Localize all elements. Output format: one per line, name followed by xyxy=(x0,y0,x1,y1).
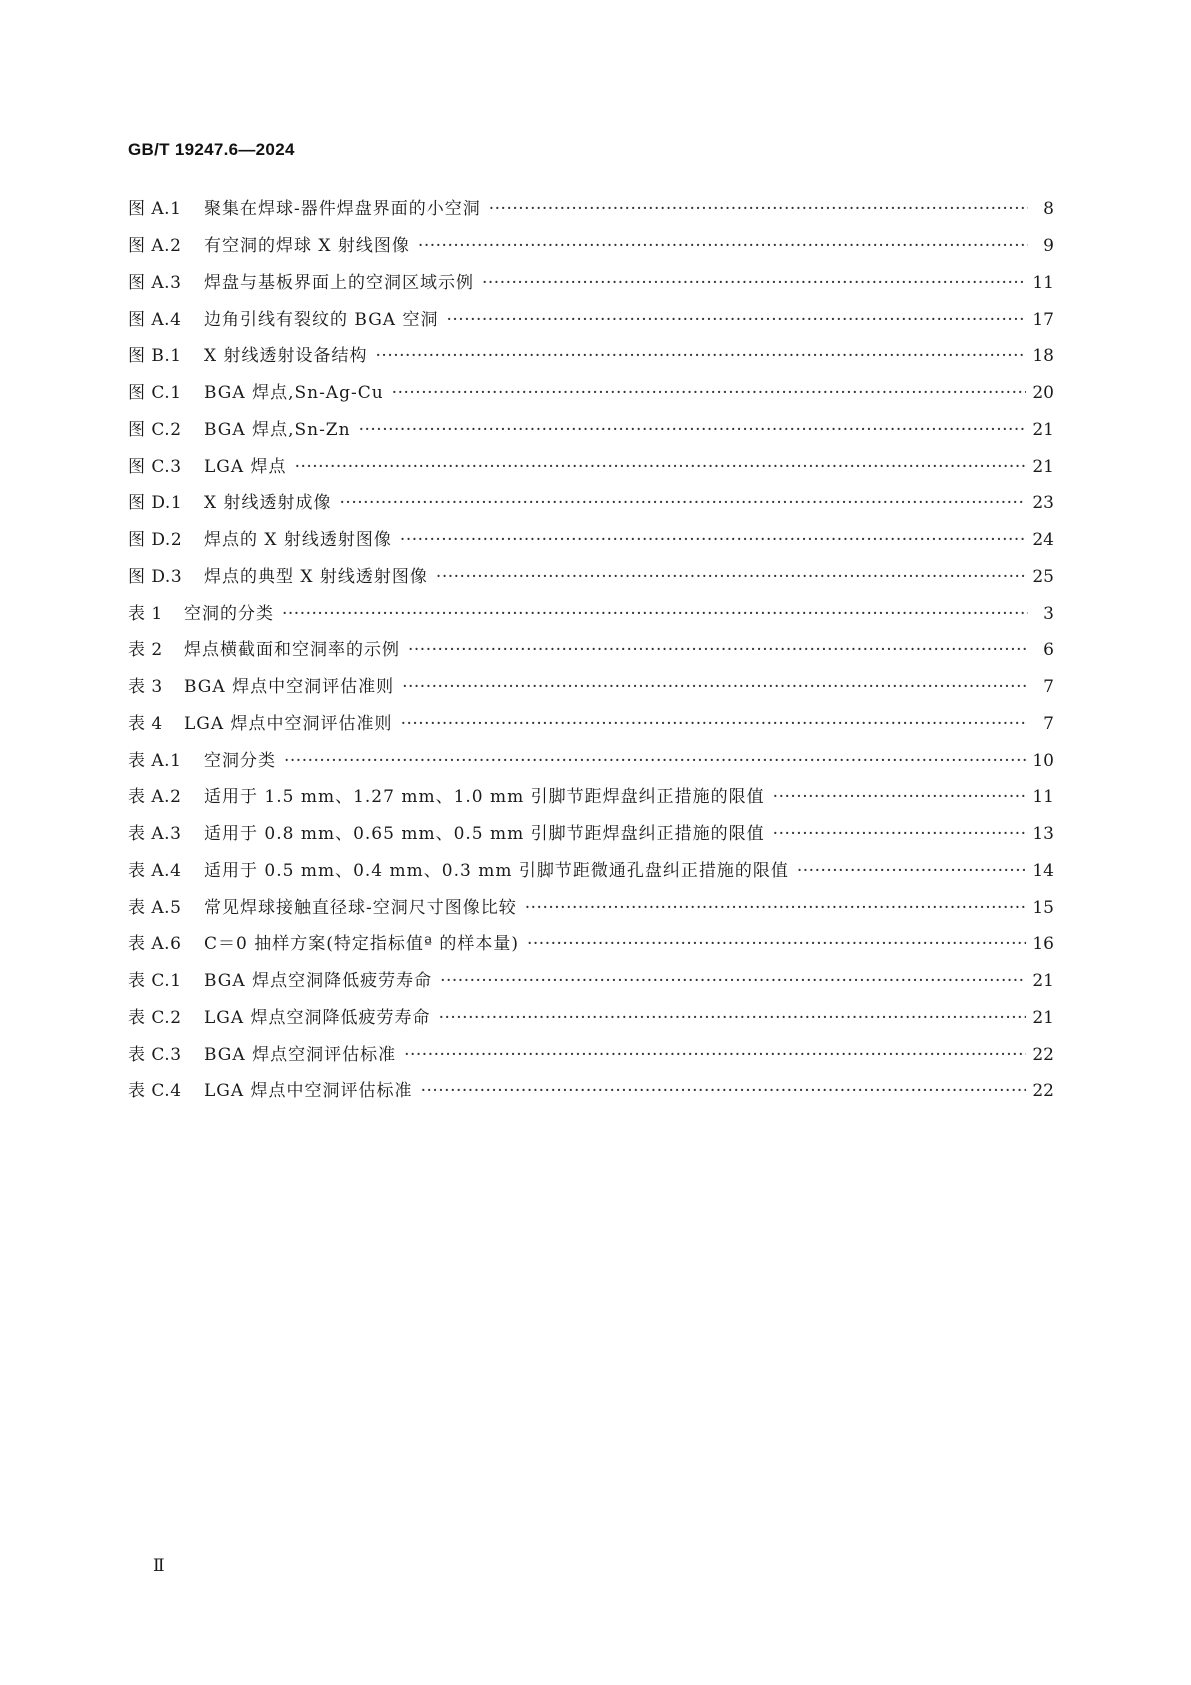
toc-leader-dots xyxy=(439,1008,1027,1028)
toc-entry-page: 8 xyxy=(1043,199,1054,220)
toc-entry-label: 图 A.1 xyxy=(128,199,182,220)
toc-leader-dots xyxy=(408,640,1028,660)
toc-entry-page: 21 xyxy=(1032,419,1054,440)
toc-entry-page: 21 xyxy=(1032,1007,1054,1028)
toc-entry-title: 焊点的典型 X 射线透射图像 xyxy=(204,566,428,587)
toc-entry-page: 21 xyxy=(1032,456,1054,477)
toc-leader-dots xyxy=(482,273,1026,293)
page-number: Ⅱ xyxy=(153,1556,165,1576)
toc-leader-dots xyxy=(797,861,1027,881)
toc-entry-title: 适用于 0.5 mm、0.4 mm、0.3 mm 引脚节距微通孔盘纠正措施的限值 xyxy=(204,860,789,881)
toc-leader-dots xyxy=(440,971,1026,991)
toc-entry[interactable] xyxy=(128,963,1054,1000)
toc-entry-page: 21 xyxy=(1032,971,1054,992)
toc-entry[interactable] xyxy=(128,522,1054,559)
toc-entry-title: 焊点横截面和空洞率的示例 xyxy=(184,640,400,661)
toc-entry-label: 表 A.5 xyxy=(128,897,182,918)
toc-entry-page: 15 xyxy=(1032,897,1054,918)
toc-entry-label: 图 C.3 xyxy=(128,456,182,477)
toc-entry[interactable] xyxy=(128,779,1054,816)
toc-entry-page: 11 xyxy=(1032,272,1054,293)
toc-entry[interactable] xyxy=(128,742,1054,779)
toc-entry-page: 13 xyxy=(1032,824,1054,845)
toc-entry-title: 常见焊球接触直径球-空洞尺寸图像比较 xyxy=(204,897,517,918)
toc-entry-label: 表 C.3 xyxy=(128,1044,182,1065)
toc-leader-dots xyxy=(402,677,1028,697)
toc-entry-title: 焊点的 X 射线透射图像 xyxy=(204,530,392,551)
toc-entry-page: 24 xyxy=(1032,530,1054,551)
toc-entry-title: X 射线透射设备结构 xyxy=(204,346,368,367)
toc-entry-label: 表 2 xyxy=(128,640,163,661)
toc-leader-dots xyxy=(489,199,1028,219)
toc-leader-dots xyxy=(436,567,1026,587)
toc-entry[interactable] xyxy=(128,632,1054,669)
toc-entry-page: 16 xyxy=(1032,934,1054,955)
toc-entry-page: 14 xyxy=(1032,860,1054,881)
toc-leader-dots xyxy=(773,787,1027,807)
toc-entry-page: 9 xyxy=(1043,236,1054,257)
toc-entry[interactable] xyxy=(128,559,1054,596)
toc-entry-page: 7 xyxy=(1043,713,1054,734)
toc-entry-label: 图 D.1 xyxy=(128,493,183,514)
toc-entry[interactable] xyxy=(128,669,1054,706)
toc-entry-label: 表 1 xyxy=(128,603,163,624)
toc-entry[interactable] xyxy=(128,706,1054,743)
toc-leader-dots xyxy=(400,530,1026,550)
toc-entry-page: 22 xyxy=(1032,1081,1054,1102)
toc-entry-title: LGA 焊点空洞降低疲劳寿命 xyxy=(204,1007,431,1028)
toc-entry-title: LGA 焊点中空洞评估标准 xyxy=(204,1081,413,1102)
toc-entry-page: 22 xyxy=(1032,1044,1054,1065)
toc-entry-page: 7 xyxy=(1043,677,1054,698)
toc-entry-label: 表 C.1 xyxy=(128,971,182,992)
toc-entry[interactable] xyxy=(128,1073,1054,1110)
toc-entry[interactable] xyxy=(128,485,1054,522)
toc-entry-label: 表 A.1 xyxy=(128,750,182,771)
toc-entry-title: BGA 焊点空洞降低疲劳寿命 xyxy=(204,971,433,992)
toc-entry-title: 空洞分类 xyxy=(204,750,276,771)
toc-leader-dots xyxy=(282,604,1028,624)
toc-entry[interactable] xyxy=(128,1036,1054,1073)
toc-entry-label: 图 A.2 xyxy=(128,236,182,257)
toc-entry[interactable] xyxy=(128,595,1054,632)
toc-leader-dots xyxy=(773,824,1027,844)
toc-entry-page: 25 xyxy=(1032,566,1054,587)
toc-entry-title: LGA 焊点中空洞评估准则 xyxy=(184,713,393,734)
toc-leader-dots xyxy=(527,934,1026,954)
toc-leader-dots xyxy=(376,346,1027,366)
toc-entry-title: 空洞的分类 xyxy=(184,603,274,624)
toc-entry-title: 聚集在焊球-器件焊盘界面的小空洞 xyxy=(204,199,481,220)
toc-entry[interactable] xyxy=(128,889,1054,926)
toc-entry-label: 表 A.2 xyxy=(128,787,182,808)
toc-entry-label: 表 A.4 xyxy=(128,860,182,881)
toc-entry-label: 图 C.2 xyxy=(128,419,182,440)
toc-entry[interactable] xyxy=(128,301,1054,338)
toc-entry-page: 17 xyxy=(1032,309,1054,330)
toc-entry-label: 表 A.3 xyxy=(128,824,182,845)
toc-leader-dots xyxy=(525,898,1027,918)
toc-entry-page: 23 xyxy=(1032,493,1054,514)
toc-leader-dots xyxy=(392,383,1027,403)
toc-leader-dots xyxy=(340,493,1027,513)
toc-entry[interactable] xyxy=(128,228,1054,265)
toc-entry-title: X 射线透射成像 xyxy=(204,493,332,514)
toc-entry[interactable] xyxy=(128,853,1054,890)
toc-entry-label: 表 3 xyxy=(128,677,163,698)
toc-entry-label: 图 A.3 xyxy=(128,272,182,293)
toc-leader-dots xyxy=(421,1081,1027,1101)
toc-entry[interactable] xyxy=(128,338,1054,375)
toc-entry-label: 图 C.1 xyxy=(128,383,182,404)
toc-entry-label: 表 C.2 xyxy=(128,1007,182,1028)
toc-entry-page: 11 xyxy=(1032,787,1054,808)
toc-entry-title: 边角引线有裂纹的 BGA 空洞 xyxy=(204,309,439,330)
toc-entry-page: 20 xyxy=(1032,383,1054,404)
table-of-contents xyxy=(128,191,1054,1110)
toc-entry[interactable] xyxy=(128,375,1054,412)
toc-leader-dots xyxy=(418,236,1028,256)
toc-entry-title: C＝0 抽样方案(特定指标值ª 的样本量) xyxy=(204,934,519,955)
toc-entry-title: BGA 焊点空洞评估标准 xyxy=(204,1044,397,1065)
toc-entry-label: 图 A.4 xyxy=(128,309,182,330)
toc-entry-title: BGA 焊点,Sn-Zn xyxy=(204,419,351,440)
toc-leader-dots xyxy=(401,714,1028,734)
toc-entry-title: LGA 焊点 xyxy=(204,456,287,477)
toc-entry-label: 图 D.2 xyxy=(128,530,183,551)
toc-entry-page: 10 xyxy=(1032,750,1054,771)
toc-entry[interactable] xyxy=(128,816,1054,853)
toc-entry-title: BGA 焊点,Sn-Ag-Cu xyxy=(204,383,384,404)
toc-entry[interactable] xyxy=(128,191,1054,228)
toc-entry[interactable] xyxy=(128,265,1054,302)
toc-leader-dots xyxy=(446,310,1026,330)
toc-entry-label: 表 4 xyxy=(128,713,163,734)
toc-leader-dots xyxy=(359,420,1027,440)
toc-entry-label: 图 B.1 xyxy=(128,346,182,367)
toc-entry-page: 3 xyxy=(1043,603,1054,624)
toc-entry[interactable] xyxy=(128,448,1054,485)
toc-entry-title: 有空洞的焊球 X 射线图像 xyxy=(204,236,410,257)
toc-leader-dots xyxy=(404,1045,1026,1065)
toc-leader-dots xyxy=(295,457,1027,477)
toc-leader-dots xyxy=(284,751,1026,771)
toc-entry[interactable] xyxy=(128,412,1054,449)
toc-entry[interactable] xyxy=(128,926,1054,963)
toc-entry-title: 适用于 1.5 mm、1.27 mm、1.0 mm 引脚节距焊盘纠正措施的限值 xyxy=(204,787,765,808)
toc-entry-page: 6 xyxy=(1043,640,1054,661)
toc-entry-label: 图 D.3 xyxy=(128,566,183,587)
toc-entry-page: 18 xyxy=(1032,346,1054,367)
toc-entry[interactable] xyxy=(128,1000,1054,1037)
toc-entry-label: 表 A.6 xyxy=(128,934,182,955)
toc-entry-title: BGA 焊点中空洞评估准则 xyxy=(184,677,395,698)
toc-entry-label: 表 C.4 xyxy=(128,1081,182,1102)
toc-entry-title: 适用于 0.8 mm、0.65 mm、0.5 mm 引脚节距焊盘纠正措施的限值 xyxy=(204,824,765,845)
document-standard-number: GB/T 19247.6—2024 xyxy=(128,140,295,159)
toc-entry-title: 焊盘与基板界面上的空洞区域示例 xyxy=(204,272,474,293)
